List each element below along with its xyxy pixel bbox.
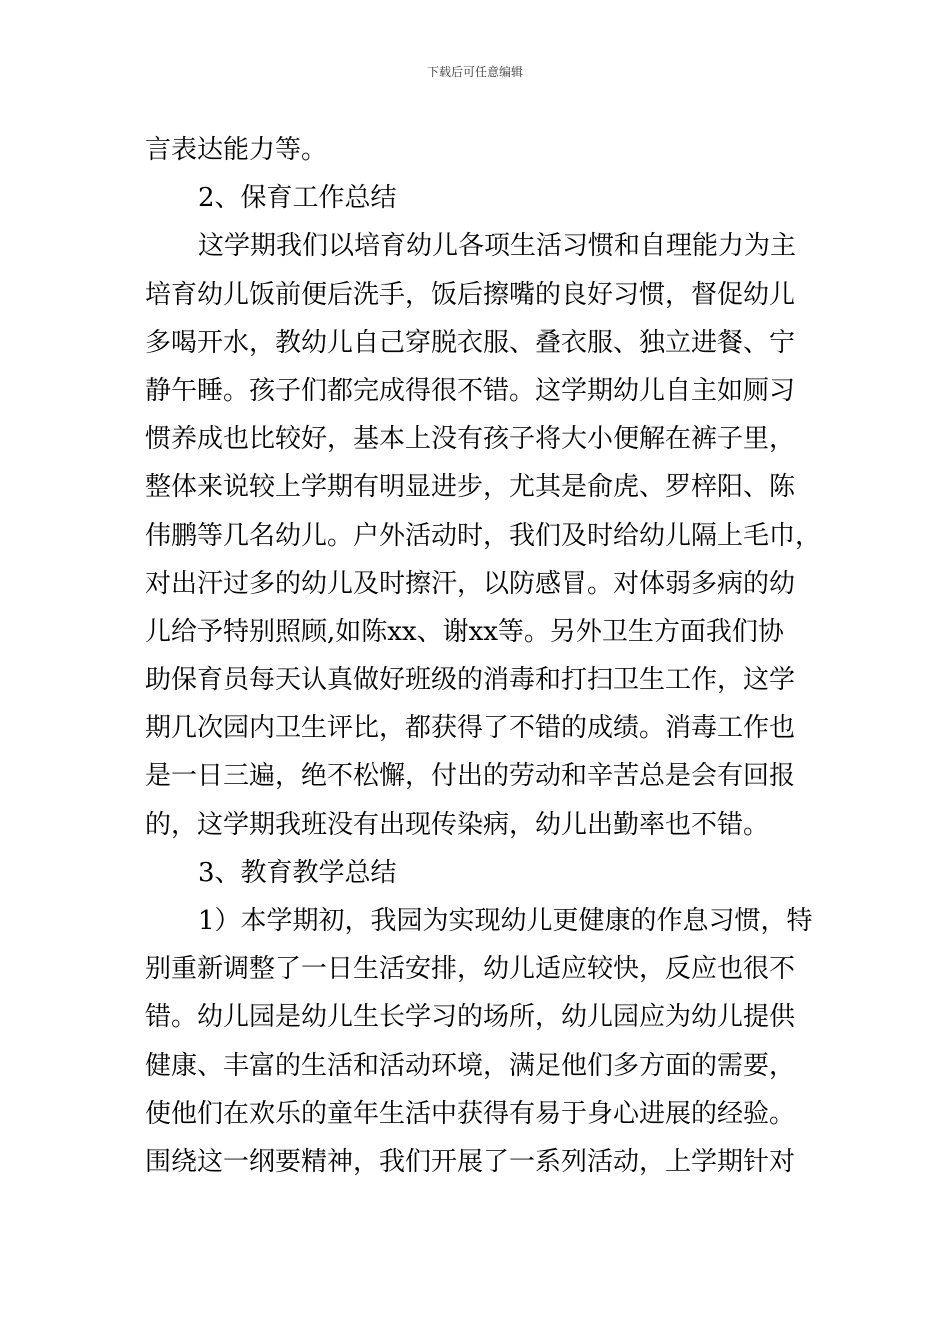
text-line: 伟鹏等几名幼儿。户外活动时，我们及时给幼儿隔上毛巾， bbox=[145, 520, 822, 551]
text-line: 错。幼儿园是幼儿生长学习的场所，幼儿园应为幼儿提供 bbox=[145, 1002, 796, 1033]
text-line: 围绕这一纲要精神，我们开展了一系列活动，上学期针对 bbox=[145, 1146, 796, 1177]
text-line: 2、保育工作总结 bbox=[198, 183, 397, 214]
text-line: 1）本学期初，我园为实现幼儿更健康的作息习惯，特 bbox=[198, 906, 813, 936]
text-line: 培育幼儿饭前便后洗手，饭后擦嘴的良好习惯，督促幼儿 bbox=[145, 279, 796, 310]
document-body bbox=[145, 126, 822, 1186]
text-line: 这学期我们以培育幼儿各项生活习惯和自理能力为主 bbox=[198, 231, 797, 262]
text-line: 儿给予特别照顾,如陈xx、谢xx等。另外卫生方面我们协 bbox=[145, 616, 784, 647]
text-line: 是一日三遍，绝不松懈，付出的劳动和辛苦总是会有回报 bbox=[145, 761, 796, 792]
text-line: 使他们在欢乐的童年生活中获得有易于身心进展的经验。 bbox=[145, 1098, 796, 1129]
text-line: 助保育员每天认真做好班级的消毒和打扫卫生工作，这学 bbox=[145, 665, 796, 696]
text-line: 的，这学期我班没有出现传染病，幼儿出勤率也不错。 bbox=[145, 809, 770, 840]
text-line: 静午睡。孩子们都完成得很不错。这学期幼儿自主如厕习 bbox=[145, 375, 796, 406]
text-line: 对出汗过多的幼儿及时擦汗，以防感冒。对体弱多病的幼 bbox=[145, 568, 796, 599]
text-line: 别重新调整了一日生活安排，幼儿适应较快，反应也很不 bbox=[145, 954, 796, 985]
text-line: 多喝开水，教幼儿自己穿脱衣服、叠衣服、独立进餐、宁 bbox=[145, 327, 796, 358]
text-line: 3、教育教学总结 bbox=[198, 857, 397, 888]
text-line: 惯养成也比较好，基本上没有孩子将大小便解在裤子里， bbox=[145, 424, 796, 455]
text-line: 健康、丰富的生活和活动环境，满足他们多方面的需要， bbox=[145, 1050, 796, 1081]
page-header: 下载后可任意编辑 bbox=[426, 65, 523, 79]
text-line: 期几次园内卫生评比，都获得了不错的成绩。消毒工作也 bbox=[145, 713, 796, 744]
text-line: 言表达能力等。 bbox=[145, 135, 328, 165]
text-line: 整体来说较上学期有明显进步，尤其是俞虎、罗梓阳、陈 bbox=[145, 472, 796, 503]
